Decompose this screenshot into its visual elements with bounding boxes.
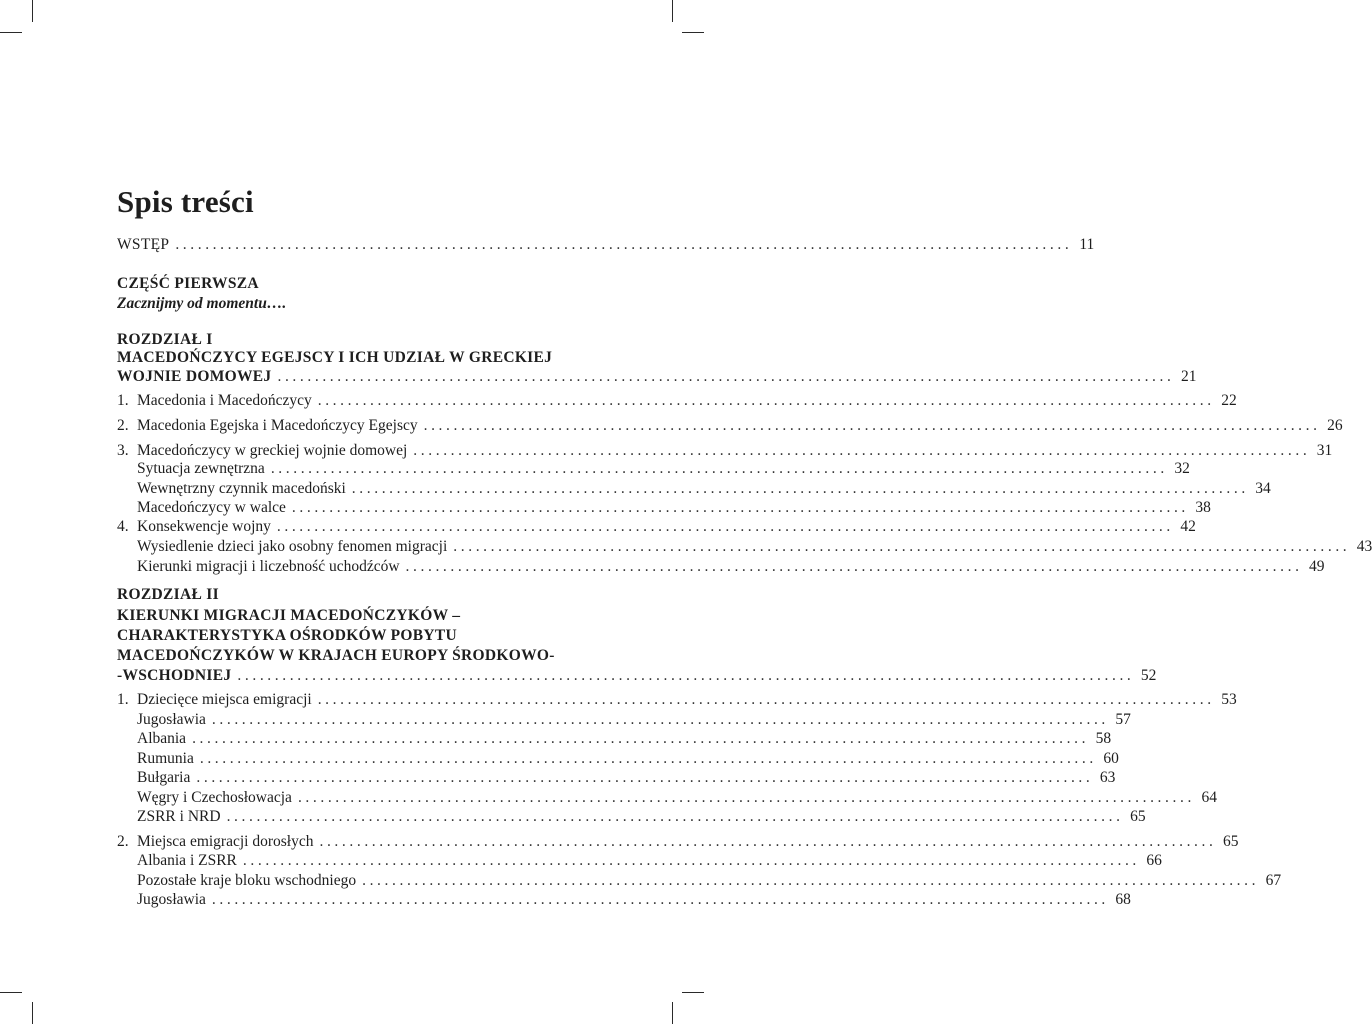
leader-dots: ........................................................................................................................ [277, 368, 1175, 385]
toc-entry[interactable] [117, 557, 1325, 577]
chapter-1-title-end: WOJNIE DOMOWEJ [117, 368, 272, 385]
toc-entry-page: 63 [1099, 769, 1116, 786]
crop-mark [672, 0, 673, 22]
toc-entry-page: 67 [1265, 872, 1282, 889]
leader-dots: ........................................................................................................................ [351, 480, 1249, 497]
toc-entry-intro[interactable] [117, 235, 1095, 255]
toc-entry-label: Konsekwencje wojny [137, 518, 271, 535]
toc-entry-number: 2. [117, 833, 129, 850]
chapter-2-title-line: CHARAKTERYSTYKA OŚRODKÓW POBYTU [117, 627, 458, 644]
leader-dots: ........................................................................................................................ [211, 711, 1109, 728]
toc-entry-page: 11 [1079, 236, 1095, 253]
chapter-2-title-end: -WSCHODNIEJ [117, 667, 232, 684]
toc-entry[interactable] [117, 807, 1146, 827]
leader-dots: ........................................................................................................................ [413, 442, 1311, 459]
leader-dots: ........................................................................................................................ [192, 730, 1090, 747]
crop-mark [32, 1002, 33, 1024]
leader-dots: ........................................................................................................................ [226, 808, 1124, 825]
toc-entry-page: 60 [1103, 750, 1119, 767]
leader-dots: ........................................................................................................................ [317, 392, 1215, 409]
toc-entry-page: 34 [1255, 480, 1271, 497]
toc-entry-label: Kierunki migracji i liczebność uchodźców [137, 558, 400, 575]
leader-dots: ........................................................................................................................ [242, 852, 1140, 869]
toc-entry-page: 22 [1221, 392, 1237, 409]
crop-mark [672, 1002, 673, 1024]
toc-entry-label: Miejsca emigracji dorosłych [137, 833, 314, 850]
toc-entry-label: ZSRR i NRD [137, 808, 221, 825]
chapter-1-label: ROZDZIAŁ I [117, 331, 213, 348]
leader-dots: ........................................................................................................................ [196, 769, 1094, 786]
toc-entry-label: Macedończycy w walce [137, 499, 286, 516]
toc-entry-number: 3. [117, 442, 129, 459]
toc-entry[interactable] [117, 710, 1131, 730]
toc-entry-chapter-1[interactable] [117, 367, 1197, 387]
chapter-1-title: MACEDOŃCZYCY EGEJSCY I ICH UDZIAŁ W GRECKIEJ [117, 349, 553, 366]
toc-entry[interactable] [117, 832, 1239, 852]
toc-entry-page: 31 [1316, 442, 1333, 459]
crop-mark [32, 0, 33, 22]
leader-dots: ........................................................................................................................ [297, 789, 1195, 806]
toc-entry-page: 43 [1356, 538, 1372, 555]
toc-entry-page: 53 [1221, 691, 1237, 708]
toc-entry-page: 38 [1195, 499, 1211, 516]
chapter-2-title-line: KIERUNKI MIGRACJI MACEDOŃCZYKÓW – [117, 607, 461, 624]
toc-entry[interactable] [117, 871, 1282, 891]
toc-entry-label: Węgry i Czechosłowacja [137, 789, 292, 806]
toc-entry-page: 21 [1180, 368, 1197, 385]
toc-entry-chapter-2[interactable] [117, 666, 1157, 686]
toc-entry-label: WSTĘP [117, 236, 170, 253]
toc-entry[interactable] [117, 890, 1131, 910]
toc-entry-page: 49 [1309, 558, 1325, 575]
toc-entry-label: Jugosławia [137, 891, 206, 908]
leader-dots: ........................................................................................................................ [405, 558, 1303, 575]
leader-dots: ........................................................................................................................ [199, 750, 1097, 767]
toc-entry-page: 64 [1201, 789, 1217, 806]
toc-entry-label: Pozostałe kraje bloku wschodniego [137, 872, 357, 889]
toc-entry-label: Albania [137, 730, 187, 747]
crop-mark [682, 992, 704, 993]
toc-entry-label: Wysiedlenie dzieci jako osobny fenomen migracji [137, 538, 448, 555]
leader-dots: ........................................................................................................................ [453, 538, 1351, 555]
toc-entry-page: 52 [1140, 667, 1157, 684]
toc-entry-page: 65 [1130, 808, 1146, 825]
toc-entry-label: Albania i ZSRR [137, 852, 237, 869]
toc-entry-page: 65 [1222, 833, 1239, 850]
leader-dots: ........................................................................................................................ [270, 460, 1168, 477]
leader-dots: ........................................................................................................................ [237, 667, 1135, 684]
toc-entry[interactable] [117, 441, 1333, 461]
toc-entry[interactable] [117, 851, 1162, 871]
toc-entry-label: Jugosławia [137, 711, 206, 728]
toc-entry-page: 68 [1115, 891, 1131, 908]
part-label: CZĘŚĆ PIERWSZA [117, 275, 259, 292]
leader-dots: ........................................................................................................................ [276, 518, 1174, 535]
leader-dots: ........................................................................................................................ [319, 833, 1217, 850]
toc-entry-page: 58 [1095, 730, 1112, 747]
leader-dots: ........................................................................................................................ [317, 691, 1215, 708]
toc-entry[interactable] [117, 459, 1190, 479]
toc-entry[interactable] [117, 416, 1343, 436]
toc-entry-label: Macedończycy w greckiej wojnie domowej [137, 442, 408, 459]
toc-entry[interactable] [117, 479, 1271, 499]
toc-entry[interactable] [117, 517, 1196, 537]
page-title: Spis treści [117, 184, 254, 219]
toc-entry-number: 2. [117, 417, 129, 434]
toc-entry-label: Macedonia Egejska i Macedończycy Egejscy [137, 417, 418, 434]
toc-entry-label: Dziecięce miejsca emigracji [137, 691, 312, 708]
toc-entry-page: 42 [1180, 518, 1196, 535]
toc-entry[interactable] [117, 690, 1237, 710]
leader-dots: ........................................................................................................................ [423, 417, 1321, 434]
toc-entry-page: 32 [1174, 460, 1190, 477]
toc-entry-number: 1. [117, 392, 129, 409]
crop-mark [682, 32, 704, 33]
toc-entry-number: 4. [117, 518, 129, 535]
toc-entry[interactable] [117, 391, 1237, 411]
toc-entry[interactable] [117, 537, 1372, 557]
chapter-2-label: ROZDZIAŁ II [117, 586, 219, 603]
leader-dots: ........................................................................................................................ [362, 872, 1260, 889]
leader-dots: ........................................................................................................................ [211, 891, 1109, 908]
crop-mark [0, 992, 22, 993]
toc-entry-number: 1. [117, 691, 129, 708]
toc-entry-label: Wewnętrzny czynnik macedoński [137, 480, 346, 497]
crop-mark [0, 32, 22, 33]
toc-entry[interactable] [117, 788, 1217, 808]
toc-entry[interactable] [117, 729, 1112, 749]
toc-entry-label: Macedonia i Macedończycy [137, 392, 312, 409]
toc-entry-page: 57 [1115, 711, 1131, 728]
toc-entry[interactable] [117, 498, 1211, 518]
toc-entry[interactable] [117, 768, 1116, 788]
part-subtitle: Zacznijmy od momentu…. [117, 295, 287, 312]
toc-entry-page: 66 [1146, 852, 1162, 869]
toc-entry-label: Bułgaria [137, 769, 191, 786]
leader-dots: ........................................................................................................................ [175, 236, 1073, 253]
leader-dots: ........................................................................................................................ [291, 499, 1189, 516]
toc-entry-page: 26 [1327, 417, 1343, 434]
chapter-2-title-line: MACEDOŃCZYKÓW W KRAJACH EUROPY ŚRODKOWO- [117, 647, 555, 664]
toc-entry-label: Rumunia [137, 750, 194, 767]
toc-entry[interactable] [117, 749, 1119, 769]
toc-entry-label: Sytuacja zewnętrzna [137, 460, 265, 477]
